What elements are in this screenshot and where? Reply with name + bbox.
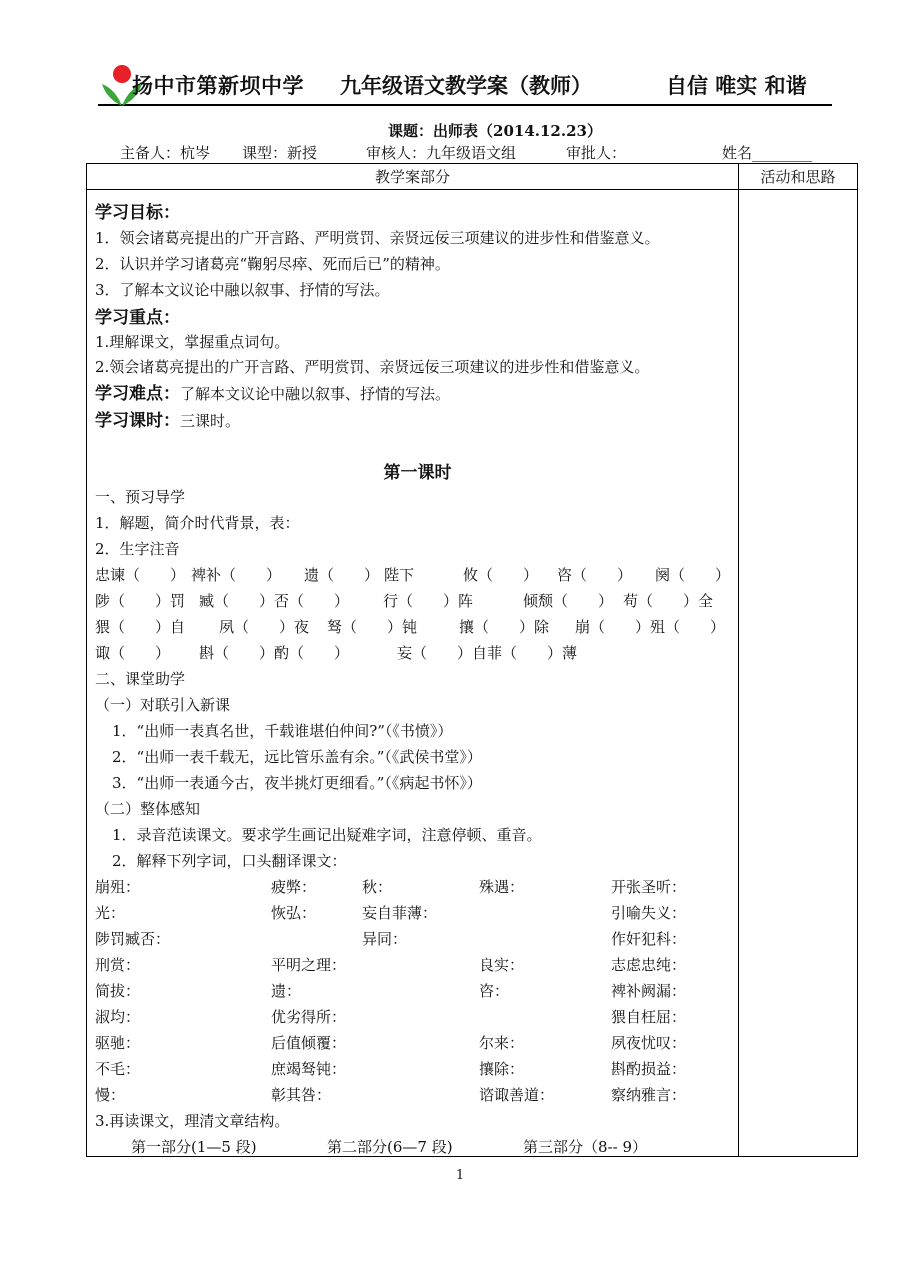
preview-title: 一、预习导学 bbox=[95, 488, 186, 506]
vocab-term: 淑均： bbox=[95, 1008, 141, 1026]
phonetic-cell: 倾颓（ ） bbox=[523, 592, 614, 610]
difficulty-row bbox=[95, 379, 450, 404]
vocab-term: 驱驰： bbox=[95, 1034, 141, 1052]
vocab-term: 尔来： bbox=[479, 1034, 525, 1052]
vocab-term: 遗： bbox=[271, 982, 302, 1000]
phonetic-cell: 妄（ ）自菲（ ）薄 bbox=[397, 644, 578, 662]
hours-text: 三课时。 bbox=[180, 412, 241, 430]
phonetic-cell: 斟（ ）酌（ ） bbox=[199, 644, 350, 662]
structure-part: 第二部分(6—7 段) bbox=[327, 1138, 453, 1156]
structure-part: 第三部分（8-- 9） bbox=[523, 1138, 647, 1156]
couplet-item: 1．“出师一表真名世，千载谁堪伯仲间?”（《书愤》） bbox=[112, 722, 453, 740]
goals-title: 学习目标： bbox=[95, 203, 180, 223]
vocab-term: 夙夜忧叹： bbox=[611, 1034, 687, 1052]
phonetic-cell: 陟（ ）罚 bbox=[95, 592, 186, 610]
vocab-term: 斟酌损益： bbox=[611, 1060, 687, 1078]
phonetic-cell: 阕（ ） bbox=[655, 566, 731, 584]
vocab-term: 异同： bbox=[362, 930, 408, 948]
vocab-term: 光： bbox=[95, 904, 126, 922]
phonetic-cell: 忠谏（ ） bbox=[95, 566, 186, 584]
vocab-term: 察纳雅言： bbox=[611, 1086, 687, 1104]
vocab-term: 彰其咎： bbox=[271, 1086, 332, 1104]
vocab-term: 开张圣听： bbox=[611, 878, 687, 896]
vocab-term: 疲弊： bbox=[271, 878, 317, 896]
vocab-term: 作奸犯科： bbox=[611, 930, 687, 948]
approver: 审批人： bbox=[566, 144, 627, 162]
table-divider bbox=[87, 189, 857, 190]
vocab-term: 咨： bbox=[479, 982, 510, 1000]
vocab-term: 猥自枉屈： bbox=[611, 1008, 687, 1026]
school-name: 扬中市第新坝中学 bbox=[132, 74, 304, 98]
vocab-term: 志虑忠纯： bbox=[611, 956, 687, 974]
phonetic-cell: 攸（ ） bbox=[463, 566, 539, 584]
goal-item: 1．领会诸葛亮提出的广开言路、严明赏罚、亲贤远佞三项建议的进步性和借鉴意义。 bbox=[95, 229, 660, 247]
vocab-term: 妄自菲薄： bbox=[362, 904, 438, 922]
classroom-title: 二、课堂助学 bbox=[95, 670, 186, 688]
couplet-section-title: （一）对联引入新课 bbox=[95, 696, 231, 714]
phonetic-cell: 遗（ ） bbox=[304, 566, 380, 584]
subject-label: 课题： bbox=[388, 122, 434, 140]
school-motto: 自信 唯实 和谐 bbox=[666, 74, 807, 98]
vocab-term: 崩殂： bbox=[95, 878, 141, 896]
perception-step: 2．解释下列字词，口头翻译课文： bbox=[112, 852, 347, 870]
vocab-term: 简拔： bbox=[95, 982, 141, 1000]
column-header-content: 教学案部分 bbox=[374, 168, 450, 186]
phonetic-cell: 驽（ ）钝 bbox=[327, 618, 418, 636]
keypoints-title: 学习重点： bbox=[95, 308, 180, 328]
vocab-term: 裨补阙漏： bbox=[611, 982, 687, 1000]
vocab-term: 不毛： bbox=[95, 1060, 141, 1078]
vocab-term: 后值倾覆： bbox=[271, 1034, 347, 1052]
column-header-notes: 活动和思路 bbox=[760, 168, 836, 186]
phonetic-cell: 咨（ ） bbox=[557, 566, 633, 584]
phonetic-cell: 行（ ）阵 bbox=[383, 592, 474, 610]
couplet-item: 2．“出师一表千载无，远比管乐盖有余。”（《武侯书堂》） bbox=[112, 748, 482, 766]
structure-part: 第一部分(1—5 段) bbox=[131, 1138, 257, 1156]
column-divider bbox=[738, 164, 739, 1156]
student-name-field[interactable]: 姓名________ bbox=[722, 144, 813, 162]
page-header bbox=[98, 60, 832, 106]
perception-section-title: （二）整体感知 bbox=[95, 800, 201, 818]
preview-item: 2．生字注音 bbox=[95, 540, 180, 558]
phonetic-cell: 崩（ ）殂（ ） bbox=[575, 618, 726, 636]
phonetic-cell: 裨补（ ） bbox=[191, 566, 282, 584]
difficulty-text: 了解本文议论中融以叙事、抒情的写法。 bbox=[180, 385, 451, 403]
vocab-term: 良实： bbox=[479, 956, 525, 974]
lesson-title: 第一课时 bbox=[383, 463, 452, 483]
vocab-term: 秋： bbox=[362, 878, 393, 896]
hours-row bbox=[95, 406, 240, 431]
goal-item: 3．了解本文议论中融以叙事、抒情的写法。 bbox=[95, 281, 390, 299]
phonetic-cell: 苟（ ）全 bbox=[623, 592, 714, 610]
preview-item: 1．解题，简介时代背景，表： bbox=[95, 514, 300, 532]
vocab-term: 殊遇： bbox=[479, 878, 525, 896]
phonetic-cell: 陛下 bbox=[384, 566, 415, 584]
page-number: 1 bbox=[455, 1168, 465, 1183]
couplet-item: 3．“出师一表通今古，夜半挑灯更细看。”（《病起书怀》） bbox=[112, 774, 482, 792]
subject-value: 出师表（2014.12.23） bbox=[433, 122, 602, 140]
phonetic-cell: 攘（ ）除 bbox=[459, 618, 550, 636]
vocab-term: 谘诹善道： bbox=[479, 1086, 555, 1104]
vocab-term: 平明之理： bbox=[271, 956, 347, 974]
phonetic-cell: 臧（ ）否（ ） bbox=[199, 592, 350, 610]
document-title: 九年级语文教学案（教师） bbox=[340, 74, 592, 98]
hours-title: 学习课时： bbox=[95, 411, 180, 431]
phonetic-cell: 猥（ ）自 bbox=[95, 618, 186, 636]
vocab-term: 刑赏： bbox=[95, 956, 141, 974]
difficulty-title: 学习难点： bbox=[95, 384, 180, 404]
keypoint-item: 1.理解课文，掌握重点词句。 bbox=[95, 333, 290, 351]
vocab-term: 恢弘： bbox=[271, 904, 317, 922]
lesson-subject bbox=[388, 120, 602, 141]
perception-step: 3.再读课文，理清文章结构。 bbox=[95, 1112, 290, 1130]
vocab-term: 引喻失义： bbox=[611, 904, 687, 922]
vocab-term: 慢： bbox=[95, 1086, 126, 1104]
reviewer: 审核人：九年级语文组 bbox=[366, 144, 517, 162]
preparer: 主备人：杭岑 bbox=[120, 144, 211, 162]
vocab-term: 庶竭驽钝： bbox=[271, 1060, 347, 1078]
vocab-term: 攘除： bbox=[479, 1060, 525, 1078]
vocab-term: 陟罚臧否： bbox=[95, 930, 171, 948]
phonetic-cell: 诹（ ） bbox=[95, 644, 171, 662]
phonetic-cell: 夙（ ）夜 bbox=[219, 618, 310, 636]
keypoint-item: 2.领会诸葛亮提出的广开言路、严明赏罚、亲贤远佞三项建议的进步性和借鉴意义。 bbox=[95, 358, 650, 376]
perception-step: 1．录音范读课文。要求学生画记出疑难字词，注意停顿、重音。 bbox=[112, 826, 542, 844]
goal-item: 2．认识并学习诸葛亮“鞠躬尽瘁、死而后已”的精神。 bbox=[95, 255, 450, 273]
vocab-term: 优劣得所： bbox=[271, 1008, 347, 1026]
lesson-type: 课型：新授 bbox=[242, 144, 318, 162]
